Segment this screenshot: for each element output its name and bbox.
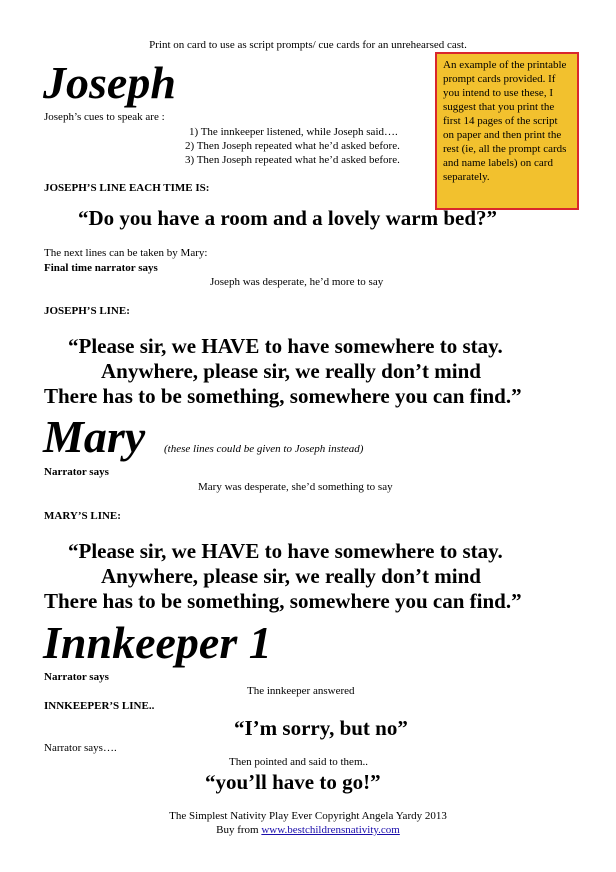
cue-item: 1) The innkeeper listened, while Joseph said…. bbox=[189, 126, 398, 138]
joseph-cues-list bbox=[180, 125, 430, 167]
innkeeper-line-quote: “I’m sorry, but no” bbox=[234, 716, 408, 740]
mary-title: Mary bbox=[43, 411, 146, 462]
footer-buy-link[interactable]: www.bestchildrensnativity.com bbox=[261, 824, 400, 836]
innkeeper-narrator-line: The innkeeper answered bbox=[247, 685, 355, 697]
mary-line-3: There has to be something, somewhere you can find.” bbox=[44, 589, 522, 613]
innkeeper-narrator-label2: Narrator says…. bbox=[44, 742, 117, 754]
mary-narrator-label: Narrator says bbox=[44, 466, 109, 478]
mary-line-1: “Please sir, we HAVE to have somewhere to stay. bbox=[68, 539, 503, 563]
innkeeper-title: Innkeeper 1 bbox=[43, 617, 272, 668]
callout-box: An example of the printable prompt cards provided. If you intend to use these, I suggest that you print the first 14 pages of the script on paper and then print the rest (ie, all the prompt cards and name labels) on card separately. bbox=[435, 52, 579, 210]
mary-aside: (these lines could be given to Joseph instead) bbox=[164, 443, 364, 455]
mary-line-2: Anywhere, please sir, we really don’t mind bbox=[101, 564, 481, 588]
final-narrator-label: Final time narrator says bbox=[44, 262, 158, 274]
joseph-cues-intro: Joseph’s cues to speak are : bbox=[44, 111, 165, 123]
joseph-line2-heading: JOSEPH’S LINE: bbox=[44, 305, 130, 317]
joseph-title: Joseph bbox=[43, 57, 176, 108]
mary-line-heading: MARY’S LINE: bbox=[44, 510, 121, 522]
joseph-line-heading: JOSEPH’S LINE EACH TIME IS: bbox=[44, 182, 210, 194]
footer-buy-prefix: Buy from bbox=[216, 824, 262, 836]
mary-can-take-note: The next lines can be taken by Mary: bbox=[44, 247, 208, 259]
footer-copyright: The Simplest Nativity Play Ever Copyright Angela Yardy 2013 bbox=[169, 810, 447, 822]
joseph-line2-1: “Please sir, we HAVE to have somewhere to stay. bbox=[68, 334, 503, 358]
innkeeper-line-heading: INNKEEPER’S LINE.. bbox=[44, 700, 155, 712]
innkeeper-narrator-line2: Then pointed and said to them.. bbox=[229, 756, 368, 768]
joseph-line-quote: “Do you have a room and a lovely warm bed?” bbox=[78, 206, 498, 230]
header-note: Print on card to use as script prompts/ cue cards for an unrehearsed cast. bbox=[149, 39, 467, 51]
joseph-line2-3: There has to be something, somewhere you can find.” bbox=[44, 384, 522, 408]
joseph-line2-2: Anywhere, please sir, we really don’t mind bbox=[101, 359, 481, 383]
mary-narrator-line: Mary was desperate, she’d something to say bbox=[198, 481, 393, 493]
cue-item: 2) Then Joseph repeated what he’d asked before. bbox=[185, 140, 400, 152]
innkeeper-line2-quote: “you’ll have to go!” bbox=[205, 770, 381, 794]
cue-item: 3) Then Joseph repeated what he’d asked before. bbox=[185, 154, 400, 166]
footer-buy bbox=[0, 823, 616, 837]
innkeeper-narrator-label: Narrator says bbox=[44, 671, 109, 683]
joseph-narrator-line: Joseph was desperate, he’d more to say bbox=[210, 276, 384, 288]
